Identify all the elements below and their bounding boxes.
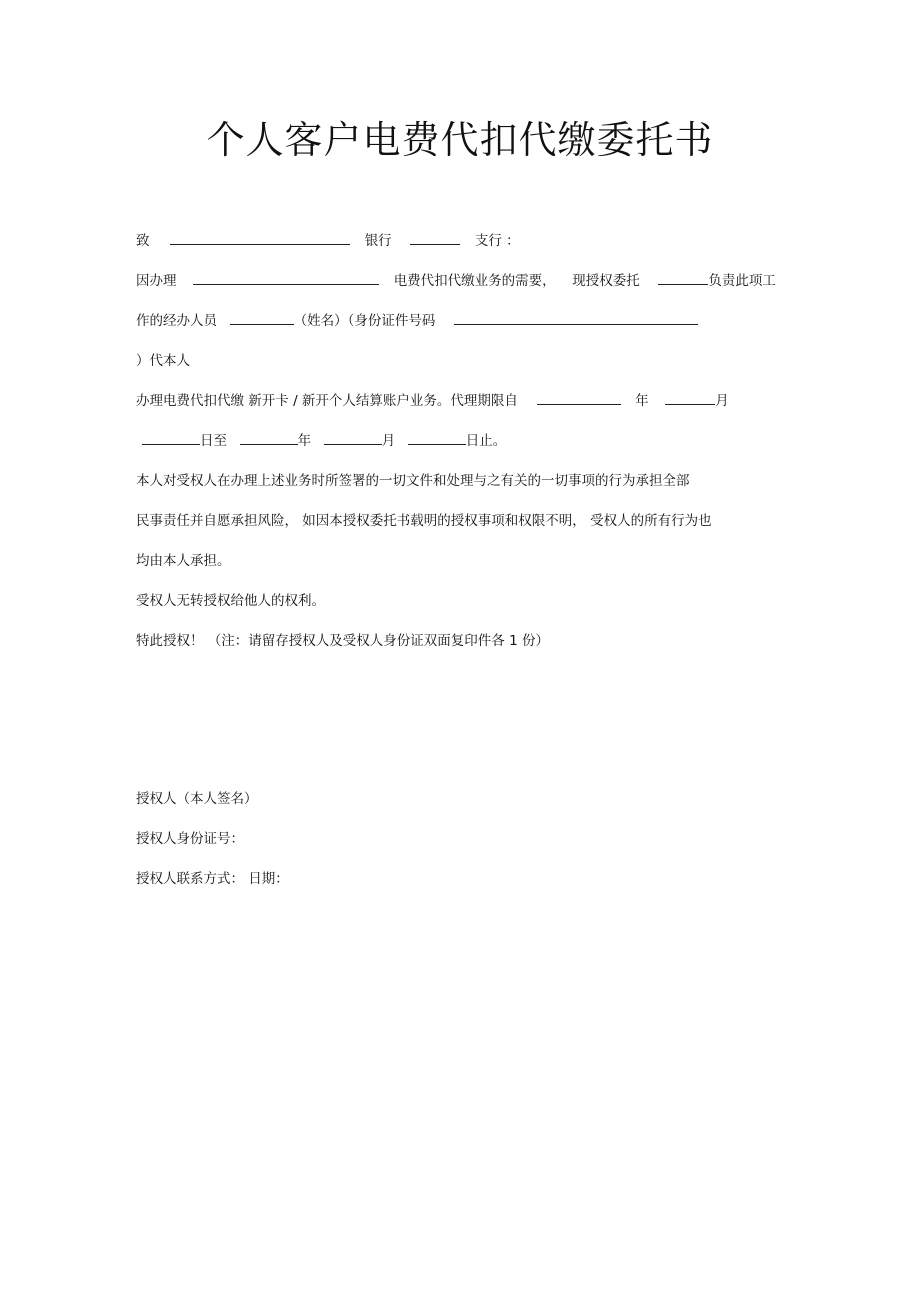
note-line: 特此授权！ （注：请留存授权人及受权人身份证双面复印件各 1 份）: [136, 633, 549, 649]
authorize-label: 现授权委托: [572, 273, 640, 289]
staff-name-blank[interactable]: [230, 311, 294, 325]
month-label: 月: [715, 393, 729, 409]
responsible-text: 负责此项工: [708, 273, 776, 289]
day-end-label: 日止。: [465, 433, 507, 449]
on-behalf-line: [136, 351, 190, 371]
account-holder-blank[interactable]: [193, 271, 379, 285]
purpose-line: [136, 271, 776, 291]
branch-label: 支行 ：: [474, 233, 520, 249]
contact-date-label: 授权人联系方式： 日期：: [136, 871, 289, 887]
period-end-line: [142, 431, 506, 451]
liability-line-2: 民事责任并自愿承担风险， 如因本授权委托书载明的授权事项和权限不明， 受权人的所有行为也: [136, 513, 712, 529]
end-month-blank[interactable]: [324, 431, 382, 445]
end-month-label: 月: [381, 433, 396, 449]
no-transfer-line: 受权人无转授权给他人的权利。: [136, 593, 325, 609]
start-day-blank[interactable]: [142, 431, 200, 445]
addressee-line: [136, 231, 520, 251]
liability-line-3: 均由本人承担。: [136, 553, 231, 569]
because-label: 因办理: [136, 273, 177, 289]
start-month-blank[interactable]: [665, 391, 715, 405]
signature-label: 授权人（本人签名）: [136, 791, 258, 807]
branch-name-blank[interactable]: [410, 231, 460, 245]
id-number-blank[interactable]: [454, 311, 698, 325]
year-label: 年: [635, 393, 649, 409]
liability-line-1: 本人对受权人在办理上述业务时所签署的一切文件和处理与之有关的一切事项的行为承担全部: [136, 473, 690, 489]
id-number-label: 授权人身份证号：: [136, 831, 244, 847]
end-year-blank[interactable]: [240, 431, 298, 445]
end-year-label: 年: [297, 433, 312, 449]
staff-line: [136, 311, 698, 331]
day-to-label: 日至: [200, 433, 227, 449]
purpose-text: 电费代扣代缴业务的需要，: [393, 273, 556, 289]
period-start-line: [136, 391, 729, 411]
end-day-blank[interactable]: [408, 431, 466, 445]
bank-name-blank[interactable]: [170, 231, 350, 245]
bank-label: 银行: [364, 233, 392, 249]
document-title: 个人客户电费代扣代缴委托书: [206, 118, 714, 162]
handle-text: 办理电费代扣代缴 新开卡 / 新开个人结算账户业务。代理期限自: [136, 393, 518, 409]
start-year-blank[interactable]: [537, 391, 621, 405]
on-behalf-text: ）代本人: [136, 353, 190, 369]
agent-blank[interactable]: [658, 271, 708, 285]
staff-label: 作的经办人员: [136, 313, 217, 329]
to-label: 致: [136, 233, 150, 249]
name-id-label: （姓名）（身份证件号码: [293, 313, 436, 329]
